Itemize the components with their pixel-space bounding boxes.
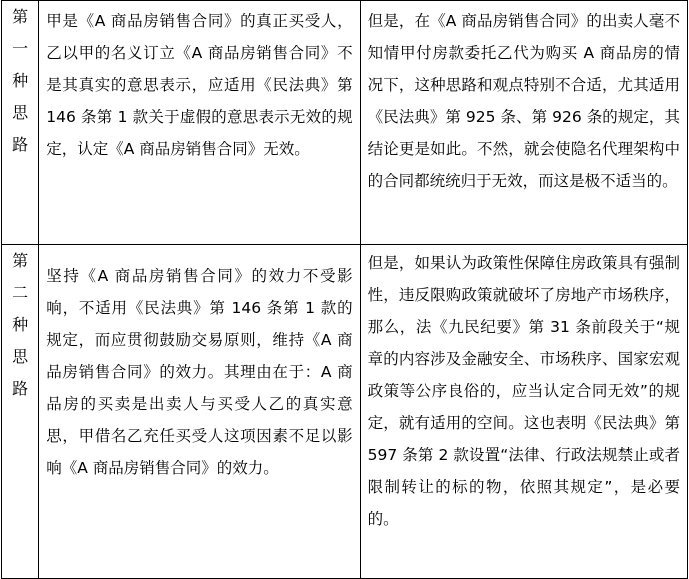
comparison-table [1,0,688,579]
row-label-char: 种 [12,71,29,90]
table-row [2,245,688,579]
row-label-cell [2,245,39,579]
critique-text: 但是，如果认为政策性保障住房政策具有强制性，违反限购政策就破坏了房地产市场秩序，那么，法《九民纪要》第 31 条前段关于“规章的内容涉及金融安全、市场秩序、国家宏观政策等公序良俗的，应当认定合同无效”的规定，就有适用的空间。这也表明《民法典》第 597 条第 2 款设置“法律、行政法规禁止或者限制转让的标的物，依照其规定”，是必要的。 [367,254,680,528]
approach-text: 甲是《A 商品房销售合同》的真正买受人，乙以甲的名义订立《A 商品房销售合同》不是其真实的意思表示，应适用《民法典》第 146 条第 1 款关于虚假的意思表示无效的规定，认定《A 商品房销售合同》无效。 [46,12,353,158]
approach-cell [39,245,360,579]
table-row [2,1,688,245]
row-label-char: 二 [12,283,29,302]
critique-cell [360,245,687,579]
row-label-char: 一 [12,39,29,58]
critique-cell [360,1,687,245]
row-label-char: 路 [12,379,29,398]
approach-text: 坚持《A 商品房销售合同》的效力不受影响，不适用《民法典》第 146 条第 1 款的规定，而应贯彻鼓励交易原则，维持《A 商品房销售合同》的效力。其理由在于：A 商品房的买卖是出卖人与买受人乙的真实意思，甲借名乙充任买受人这项因素不足以影响《A 商品房销售合同》的效力。 [46,267,353,477]
row-label-char: 路 [12,135,29,154]
row-label-char: 思 [12,347,29,366]
row-label-char: 思 [12,103,29,122]
row-label-cell [2,1,39,245]
row-label-char: 种 [12,315,29,334]
critique-text: 但是，在《A 商品房销售合同》的出卖人毫不知情甲付房款委托乙代为购买 A 商品房的情况下，这种思路和观点特别不合适，尤其适用《民法典》第 925 条、第 926 条的规定，其结论更是如此。不然，就会使隐名代理架构中的合同都统统归于无效，而这是极不适当的。 [367,12,680,190]
row-label-char: 第 [12,7,29,26]
approach-cell [39,1,360,245]
row-label-char: 第 [12,251,29,270]
